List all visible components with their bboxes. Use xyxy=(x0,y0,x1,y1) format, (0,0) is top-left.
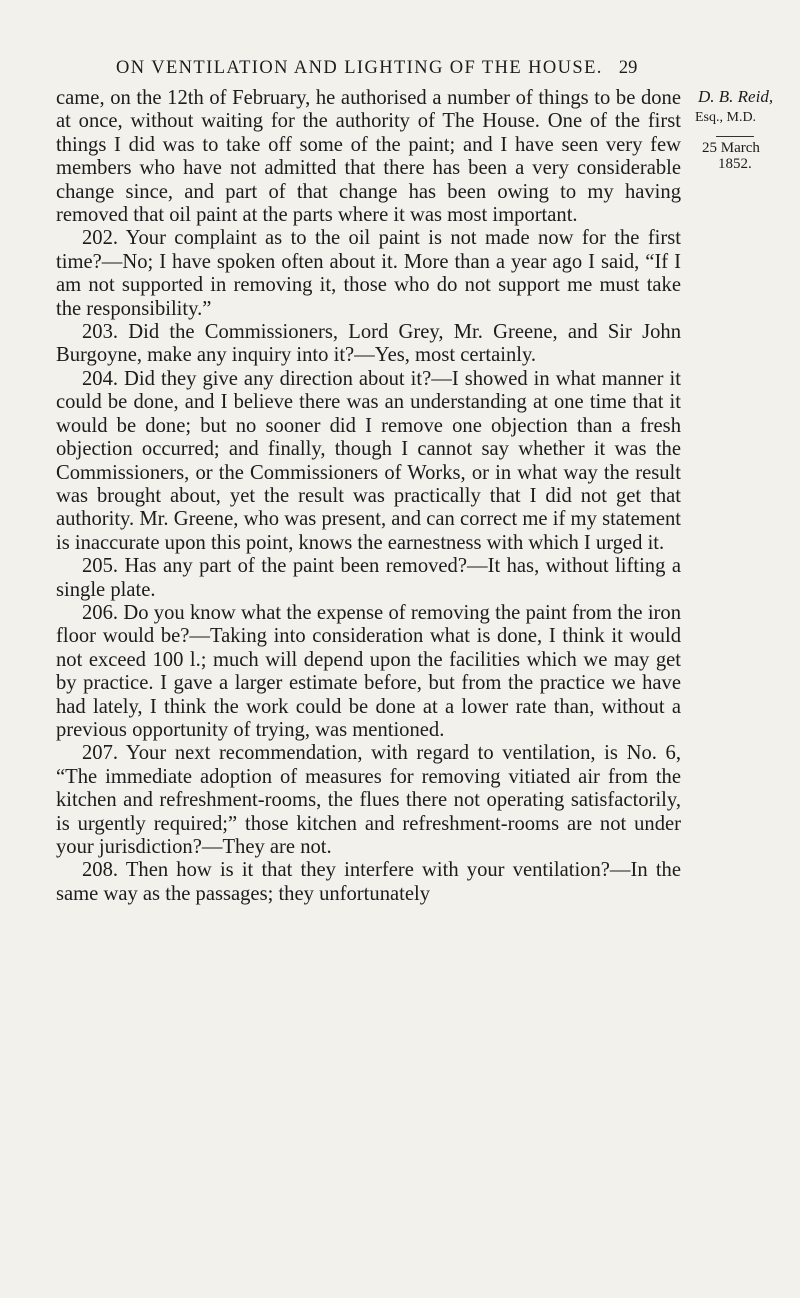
witness-title: Esq., M.D. xyxy=(695,110,757,125)
witness-name: D. B. Reid, xyxy=(698,87,774,106)
paragraph-208: 208. Then how is it that they interfere with your ventilation?—In the same way as the passages; they unfortunately xyxy=(56,859,681,905)
running-header xyxy=(116,58,686,79)
paragraph-206: 206. Do you know what the expense of removing the paint from the iron floor would be?—Taking into consideration what is done, I think it would not exceed 100 l.; much will depend upon the facilities which we may get by practice. I gave a larger estimate before, but from the practice we have had lately, I think the work could be done at a lower rate than, without a previous opportunity of trying, was mentioned. xyxy=(56,601,681,741)
paragraph-continuation: came, on the 12th of February, he authorised a number of things to be done at once, without waiting for the authority of The House. One of the first things I did was to take off some of the paint; and I have seen very few members who have not admitted that there has been a very considerable change since, and part of that change has been owing to my having removed that oil paint at the parts where it was most important. xyxy=(56,87,681,227)
paragraph-204: 204. Did they give any direction about it?—I showed in what manner it could be done, and I believe there was an understanding at one time that it would be done; but no sooner did I remove one objection than a fresh objection occurred; and finally, though I cannot say whether it was the Commissioners, or the Commissioners of Works, or in what way the result was brought about, yet the result was practically that I did not get that authority. Mr. Greene, who was present, and can correct me if my statement is inaccurate upon this point, knows the earnestness with which I urged it. xyxy=(56,367,681,554)
header-title: ON VENTILATION AND LIGHTING OF THE HOUSE. xyxy=(116,58,603,78)
margin-divider xyxy=(716,136,754,137)
paragraph-205: 205. Has any part of the paint been removed?—It has, without lifting a single plate. xyxy=(56,555,681,601)
body-text xyxy=(56,87,681,906)
page-number: 29 xyxy=(618,58,638,78)
paragraph-207: 207. Your next recommendation, with regard to ventilation, is No. 6, “The immediate adoption of measures for removing vitiated air from the kitchen and refreshment-rooms, the flues there not operating satisfactorily, is urgently required;” those kitchen and refreshment-rooms are not under your jurisdiction?—They are not. xyxy=(56,742,681,858)
margin-note xyxy=(690,87,796,172)
paragraph-202: 202. Your complaint as to the oil paint is not made now for the first time?—No; I have spoken often about it. More than a year ago I said, “If I am not supported in removing it, those who do not support me must take the responsibility.” xyxy=(56,227,681,320)
witness-year: 1852. xyxy=(718,156,752,172)
witness-date: 25 March xyxy=(702,140,760,156)
paragraph-203: 203. Did the Commissioners, Lord Grey, Mr. Greene, and Sir John Burgoyne, make any inquiry into it?—Yes, most certainly. xyxy=(56,321,681,367)
